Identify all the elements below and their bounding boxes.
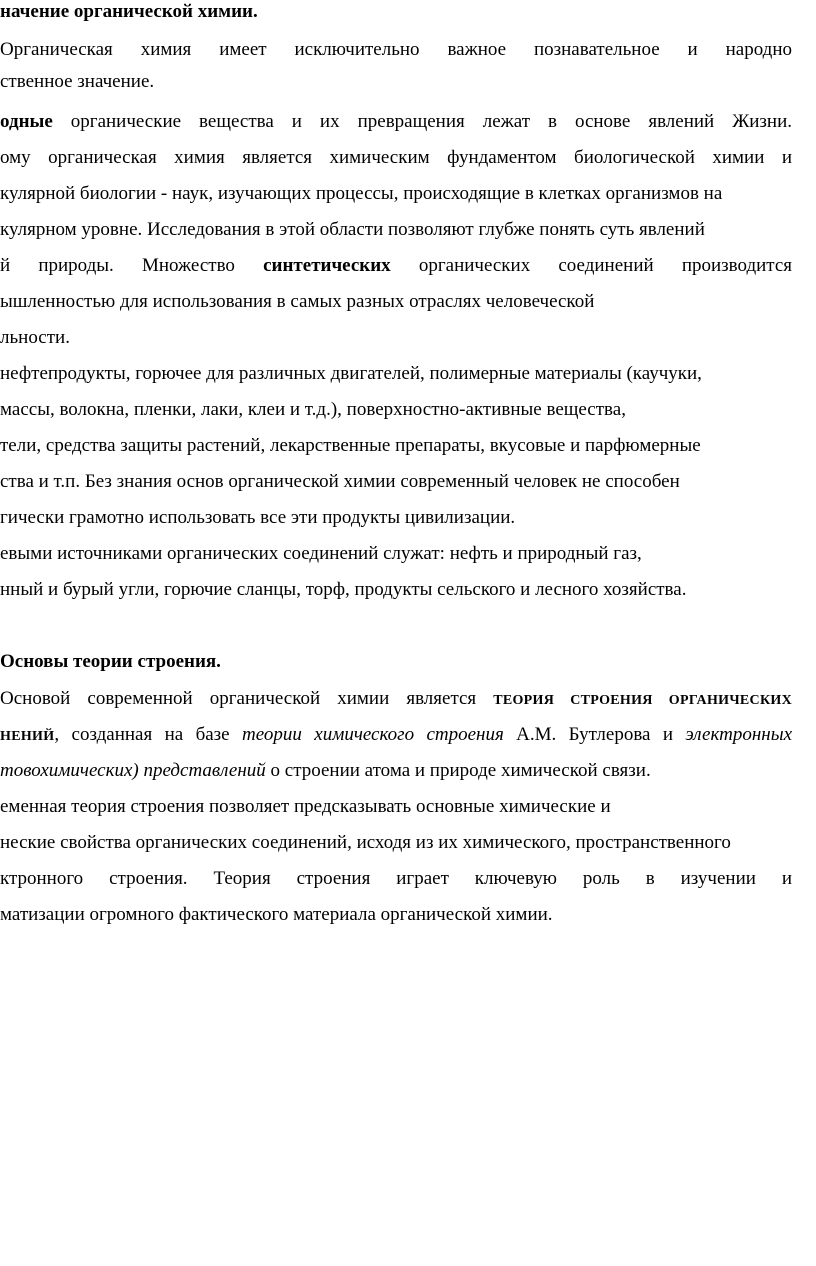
paragraph-line bbox=[0, 110, 792, 134]
paragraph-line bbox=[0, 38, 792, 62]
paragraph-line: неские свойства органических соединений, исходя из их химического, пространственного bbox=[0, 832, 731, 853]
paragraph-line: массы, волокна, пленки, лаки, клеи и т.д.), поверхностно-активные вещества, bbox=[0, 399, 626, 420]
italic-term: товохимических) представлений bbox=[0, 760, 266, 781]
paragraph-line: нный и бурый угли, горючие сланцы, торф, продукты сельского и лесного хозяйства. bbox=[0, 579, 687, 600]
text-span: о строении атома и природе химической связи. bbox=[265, 760, 651, 781]
section-heading-1: начение органической химии. bbox=[0, 1, 258, 22]
paragraph-line: ственное значение. bbox=[0, 71, 155, 92]
text-span: Органическая химия имеет исключительно важное познавательное и народно bbox=[0, 39, 792, 60]
text-span: Основой современной органической химии является bbox=[0, 688, 494, 709]
paragraph-line: еменная теория строения позволяет предсказывать основные химические и bbox=[0, 796, 611, 817]
paragraph-line: ому органическая химия является химическим фундаментом биологической химии и bbox=[0, 147, 792, 168]
text-span: А.М. Бутлерова и bbox=[503, 724, 686, 745]
paragraph-line: ства и т.п. Без знания основ органической химии современный человек не способен bbox=[0, 471, 680, 492]
bold-term: одные bbox=[0, 111, 53, 132]
section-heading-2: Основы теории строения. bbox=[0, 651, 221, 672]
text-span: органические вещества и их превращения лежат в основе явлений Жизни. bbox=[52, 111, 792, 132]
paragraph-line: кулярной биологии - наук, изучающих процессы, происходящие в клетках организмов на bbox=[0, 183, 723, 204]
paragraph-line bbox=[0, 723, 792, 749]
paragraph-line bbox=[0, 254, 792, 278]
paragraph-line: матизации огромного фактического материала органической химии. bbox=[0, 904, 553, 925]
paragraph-line: нефтепродукты, горючее для различных двигателей, полимерные материалы (каучуки, bbox=[0, 363, 702, 384]
paragraph-line: евыми источниками органических соединений служат: нефть и природный газ, bbox=[0, 543, 642, 564]
text-span: органических соединений производится bbox=[390, 255, 792, 276]
italic-term: теории химического строения bbox=[241, 724, 504, 745]
paragraph-line: ктронного строения. Теория строения играет ключевую роль в изучении и bbox=[0, 868, 792, 889]
small-caps-term: НЕНИЙ bbox=[0, 729, 55, 744]
paragraph-line: гически грамотно использовать все эти продукты цивилизации. bbox=[0, 507, 516, 528]
paragraph-line: кулярном уровне. Исследования в этой области позволяют глубже понять суть явлений bbox=[0, 219, 705, 240]
italic-term: электронных bbox=[685, 724, 792, 745]
paragraph-line bbox=[0, 759, 816, 783]
small-caps-term: ТЕОРИЯ СТРОЕНИЯ ОРГАНИЧЕСКИХ bbox=[493, 693, 792, 708]
paragraph-line: ышленностью для использования в самых разных отраслях человеческой bbox=[0, 291, 595, 312]
bold-term: синтетических bbox=[263, 255, 391, 276]
text-span: й природы. Множество bbox=[0, 255, 264, 276]
paragraph-line bbox=[0, 687, 792, 713]
paragraph-line: тели, средства защиты растений, лекарственные препараты, вкусовые и парфюмерные bbox=[0, 435, 701, 456]
text-span: , созданная на базе bbox=[54, 724, 242, 745]
paragraph-line: льности. bbox=[0, 327, 70, 348]
